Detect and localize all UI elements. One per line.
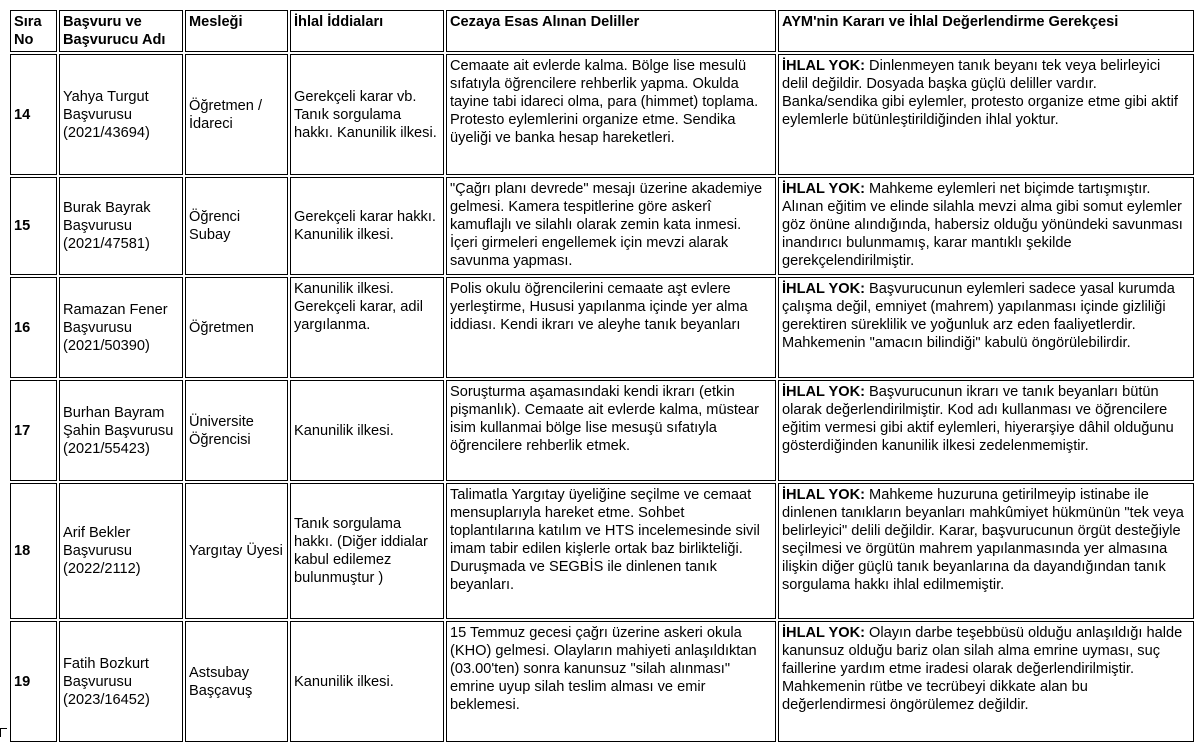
header-evidence: Cezaya Esas Alınan Deliller — [446, 10, 776, 52]
applicant-cell: Ramazan Fener Başvurusu (2021/50390) — [59, 277, 183, 378]
page-corner-mark — [0, 728, 7, 737]
row-number: 15 — [10, 177, 57, 275]
table-row — [10, 54, 1194, 175]
verdict-label: İHLAL YOK: — [782, 281, 865, 297]
claims-cell: Kanunilik ilkesi. — [290, 380, 444, 481]
decision-reason: Başvurucunun eylemleri sadece yasal kurumda çalışma değil, emniyet (mahrem) yapılanması içinde gizliliği gerektiren süreklilik ve yoğunluk arz eden faaliyetlerdir. Mahkemenin "amacın bilindiği" kabulü öngörülebilirdir. — [782, 281, 1175, 351]
applicant-cell: Yahya Turgut Başvurusu (2021/43694) — [59, 54, 183, 175]
decision-cell — [778, 177, 1194, 275]
applicant-cell: Arif Bekler Başvurusu (2022/2112) — [59, 483, 183, 619]
ruling-table-container — [8, 8, 1196, 744]
claims-cell: Gerekçeli karar vb. Tanık sorgulama hakkı. Kanunilik ilkesi. — [290, 54, 444, 175]
job-cell: Astsubay Başçavuş — [185, 621, 288, 742]
header-applicant: Başvuru ve Başvurucu Adı — [59, 10, 183, 52]
claims-cell: Gerekçeli karar hakkı. Kanunilik ilkesi. — [290, 177, 444, 275]
claims-cell: Kanunilik ilkesi. Gerekçeli karar, adil yargılanma. — [290, 277, 444, 378]
header-claims: İhlal İddiaları — [290, 10, 444, 52]
header-decision: AYM'nin Kararı ve İhlal Değerlendirme Gerekçesi — [778, 10, 1194, 52]
verdict-label: İHLAL YOK: — [782, 181, 865, 197]
ruling-table — [8, 8, 1196, 744]
applicant-cell: Burak Bayrak Başvurusu (2021/47581) — [59, 177, 183, 275]
row-number: 16 — [10, 277, 57, 378]
row-number: 19 — [10, 621, 57, 742]
table-row — [10, 621, 1194, 742]
table-header-row — [10, 10, 1194, 52]
decision-reason: Mahkeme eylemleri net biçimde tartışmıştır. Alınan eğitim ve elinde silahla mevzi alma gibi somut eylemler göz önüne alındığında, habersiz olduğu yönündeki savunması inandırıcı bulunmamış, karar mantıklı şekilde gerekçelendirilmiştir. — [782, 181, 1183, 269]
decision-cell — [778, 483, 1194, 619]
row-number: 17 — [10, 380, 57, 481]
header-job: Mesleği — [185, 10, 288, 52]
evidence-cell: Polis okulu öğrencilerini cemaate aşt evlere yerleştirme, Hususi yapılanma içinde yer alma iddiası. Kendi ikrarı ve aleyhe tanık beyanları — [446, 277, 776, 378]
header-no: Sıra No — [10, 10, 57, 52]
decision-reason: Başvurucunun ikrarı ve tanık beyanları bütün olarak değerlendirilmiştir. Kod adı kullanması ve öğrencilere eğitim vermesi gibi aktif eylemleri, hiyerarşiye dâhil olduğunu gösterdiğinden kanunilik ilkesi zedelenmemiştir. — [782, 384, 1174, 454]
job-cell: Öğretmen / İdareci — [185, 54, 288, 175]
verdict-label: İHLAL YOK: — [782, 487, 865, 503]
evidence-cell: Soruşturma aşamasındaki kendi ikrarı (etkin pişmanlık). Cemaate ait evlerde kalma, müstear isim kullanmai bölge lise mesuşü sıfatıyla öğrencilere rehberlik etmek. — [446, 380, 776, 481]
table-row — [10, 483, 1194, 619]
decision-cell — [778, 277, 1194, 378]
table-row — [10, 177, 1194, 275]
claims-cell: Tanık sorgulama hakkı. (Diğer iddialar kabul edilemez bulunmuştur ) — [290, 483, 444, 619]
row-number: 18 — [10, 483, 57, 619]
decision-cell — [778, 54, 1194, 175]
evidence-cell: 15 Temmuz gecesi çağrı üzerine askeri okula (KHO) gelmesi. Olayların mahiyeti anlaşıldıktan (03.00'ten) sonra kanunsuz "silah alınması" emrine uyup silah teslim alması ve emir beklemesi. — [446, 621, 776, 742]
decision-cell — [778, 380, 1194, 481]
decision-reason: Mahkeme huzuruna getirilmeyip istinabe ile dinlenen tanıkların beyanları mahkûmiyet hükmünün "tek veya belirleyici" delili değildir. Karar, başvurucunun örgüt desteğiyle seçilmesi ve örgütün mahrem yapılanmasında yer almasına ilişkin diğer güçlü tanık beyanlarına da dayandığından tanık sorgulama hakkı ihlal edilmemiştir. — [782, 487, 1184, 593]
row-number: 14 — [10, 54, 57, 175]
verdict-label: İHLAL YOK: — [782, 58, 865, 74]
decision-cell — [778, 621, 1194, 742]
evidence-cell: "Çağrı planı devrede" mesajı üzerine akademiye gelmesi. Kamera tespitlerine göre askerî kamuflajlı ve silahlı olarak zemin kata inmesi. İçeri girmeleri engellemek için mevzi alarak savunma yapması. — [446, 177, 776, 275]
job-cell: Yargıtay Üyesi — [185, 483, 288, 619]
evidence-cell: Talimatla Yargıtay üyeliğine seçilme ve cemaat mensuplarıyla hareket etme. Sohbet toplantılarına katılım ve HTS incelemesinde sivil imam tabir edilen kişlerle ortak baz birlikteliği. Duruşmada ve SEGBİS ile dinlenen tanık beyanları. — [446, 483, 776, 619]
verdict-label: İHLAL YOK: — [782, 625, 865, 641]
applicant-cell: Fatih Bozkurt Başvurusu (2023/16452) — [59, 621, 183, 742]
decision-reason: Olayın darbe teşebbüsü olduğu anlaşıldığı halde kanunsuz olduğu bariz olan silah alma emrine uyması, suç faillerine yardım etme iradesi olarak değerlendirilmiştir. Mahkemenin rütbe ve tecrübeyi dikkate alan bu değerlendirmesi öngörülemez değildir. — [782, 625, 1183, 713]
job-cell: Üniversite Öğrencisi — [185, 380, 288, 481]
claims-cell: Kanunilik ilkesi. — [290, 621, 444, 742]
table-row — [10, 277, 1194, 378]
table-row — [10, 380, 1194, 481]
verdict-label: İHLAL YOK: — [782, 384, 865, 400]
evidence-cell: Cemaate ait evlerde kalma. Bölge lise mesulü sıfatıyla öğrencilere rehberlik yapma. Okulda tayine tabi idareci olma, para (himmet) toplama. Protesto eylemlerini organize etme. Sendika üyeliği ve banka hesap hareketleri. — [446, 54, 776, 175]
job-cell: Öğretmen — [185, 277, 288, 378]
job-cell: Öğrenci Subay — [185, 177, 288, 275]
decision-reason: Dinlenmeyen tanık beyanı tek veya belirleyici delil değildir. Dosyada başka güçlü deliller vardır. Banka/sendika gibi eylemler, protesto organize etme gibi aktif eylemlerle bütünleştirildiğinden ihlal yoktur. — [782, 58, 1178, 128]
applicant-cell: Burhan Bayram Şahin Başvurusu (2021/55423) — [59, 380, 183, 481]
